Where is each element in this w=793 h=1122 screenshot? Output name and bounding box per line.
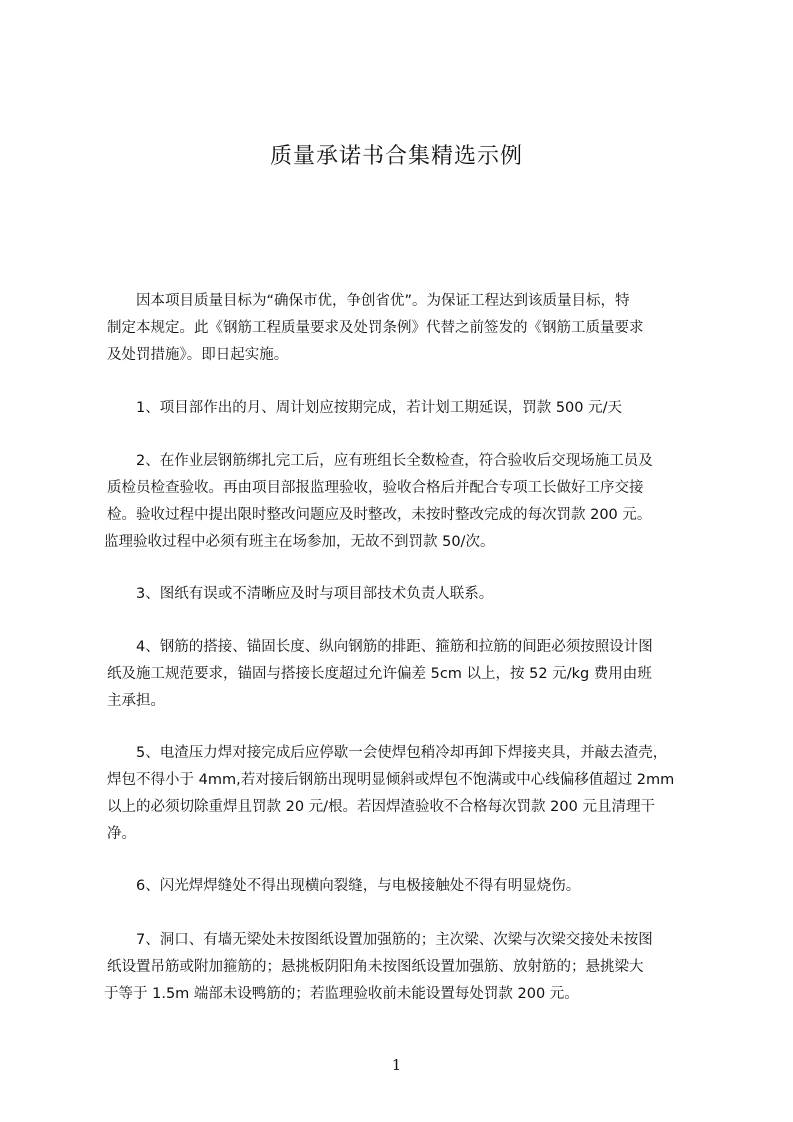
item-5-line-4: 净。 <box>107 826 136 842</box>
item-2-line-4: 监理验收过程中必须有班主在场参加，无故不到罚款 50/次。 <box>104 534 495 550</box>
intro-line-1: 因本项目质量目标为“确保市优，争创省优”。为保证工程达到该质量目标，特 <box>136 293 630 309</box>
intro-line-2: 制定本规定。此《钢筋工程质量要求及处罚条例》代替之前签发的《钢筋工质量要求 <box>107 320 644 336</box>
item-5-line-2: 焊包不得小于 4mm,若对接后钢筋出现明显倾斜或焊包不饱满或中心线偏移值超过 2mm <box>107 772 675 788</box>
page-number: 1 <box>391 1056 402 1074</box>
item-5-line-1: 5、电渣压力焊对接完成后应停歇一会使焊包稍冷却再卸下焊接夹具，并敲去渣壳， <box>136 745 668 761</box>
item-5-line-3: 以上的必须切除重焊且罚款 20 元/根。若因焊渣验收不合格每次罚款 200 元且清理干 <box>107 799 655 815</box>
item-7-line-2: 纸设置吊筋或附加箍筋的；悬挑板阴阳角未按图纸设置加强筋、放射筋的；悬挑梁大 <box>107 959 644 975</box>
document-title: 质量承诺书合集精选示例 <box>269 144 523 169</box>
item-3-line-1: 3、图纸有误或不清晰应及时与项目部技术负责人联系。 <box>136 586 494 602</box>
item-7-line-3: 于等于 1.5m 端部未设鸭筋的；若监理验收前未能设置每处罚款 200 元。 <box>104 986 579 1002</box>
item-1-line-1: 1、项目部作出的月、周计划应按期完成，若计划工期延误，罚款 500 元/天 <box>136 400 623 416</box>
item-4-line-1: 4、钢筋的搭接、锚固长度、纵向钢筋的排距、箍筋和拉筋的间距必须按照设计图 <box>136 639 653 655</box>
item-2-line-2: 质检员检查验收。再由项目部报监理验收，验收合格后并配合专项工长做好工序交接 <box>107 480 644 496</box>
item-6-line-1: 6、闪光焊焊缝处不得出现横向裂缝，与电极接触处不得有明显烧伤。 <box>136 878 581 894</box>
item-4-line-3: 主承担。 <box>107 693 165 709</box>
item-7-line-1: 7、洞口、有墙无梁处未按图纸设置加强筋的；主次梁、次梁与次梁交接处未按图 <box>136 932 653 948</box>
item-4-line-2: 纸及施工规范要求，锚固与搭接长度超过允许偏差 5cm 以上，按 52 元/kg 费用由班 <box>107 666 652 682</box>
intro-line-3: 及处罚措施》。即日起实施。 <box>107 347 289 363</box>
item-2-line-1: 2、在作业层钢筋绑扎完工后，应有班组长全数检查，符合验收后交现场施工员及 <box>136 453 653 469</box>
item-2-line-3: 检。验收过程中提出限时整改问题应及时整改，未按时整改完成的每次罚款 200 元。 <box>107 507 652 523</box>
